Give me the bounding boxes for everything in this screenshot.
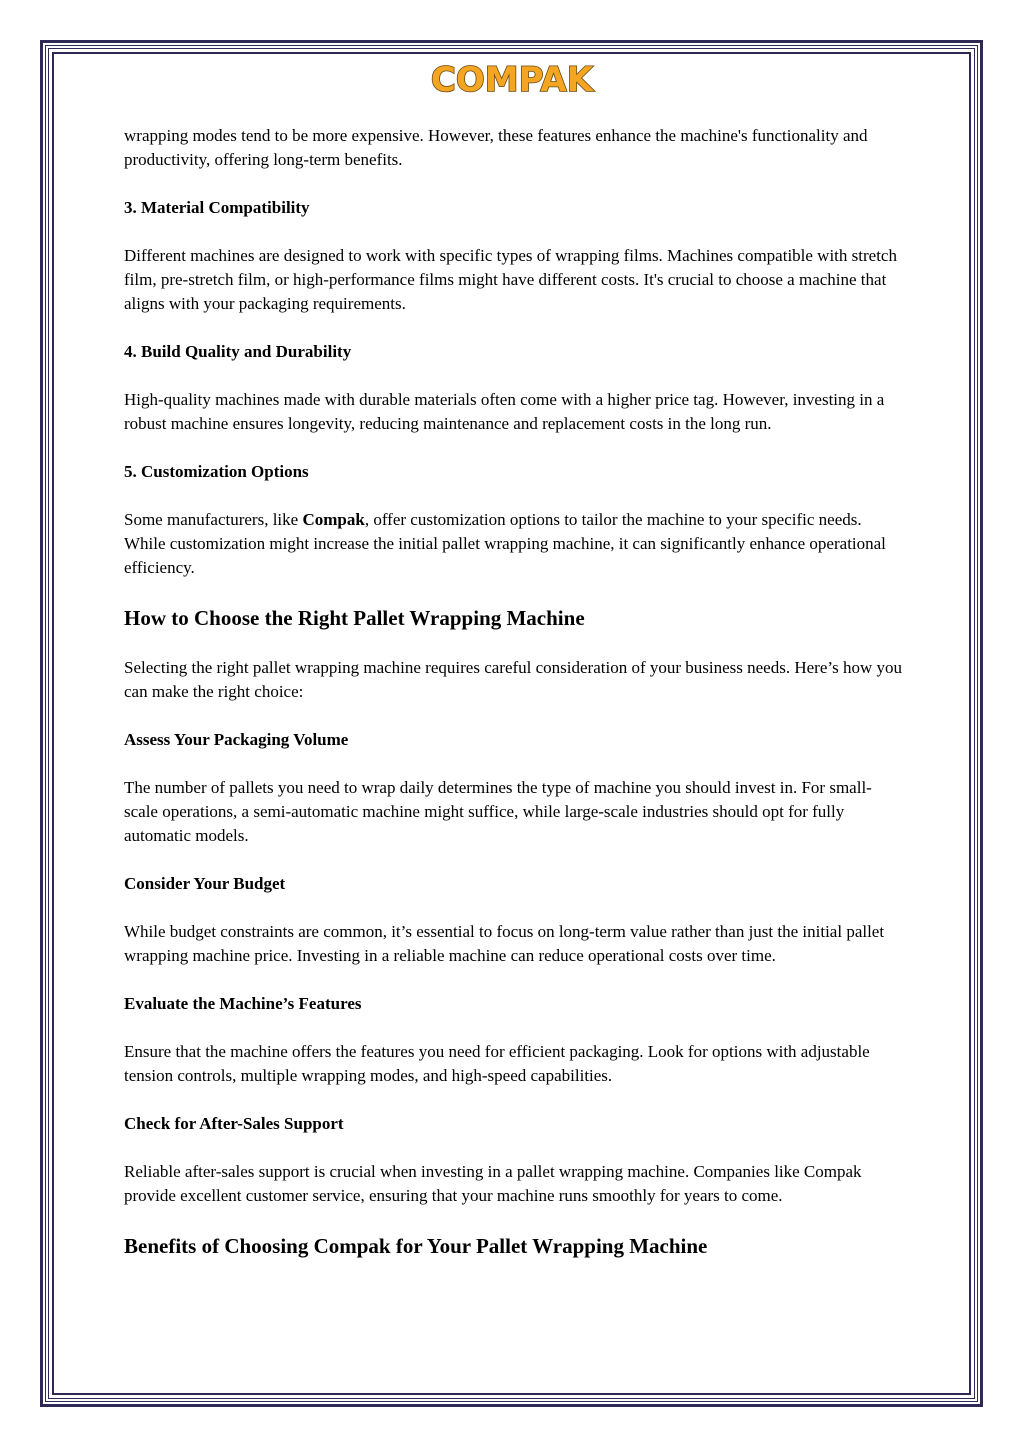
paragraph-how-to-choose: Selecting the right pallet wrapping machine requires careful consideration of your business needs. Here’s how you can make the right choice: [124, 658, 902, 701]
logo-text: COMPAK [430, 60, 593, 100]
heading-after-sales: Check for After-Sales Support [124, 1114, 344, 1133]
paragraph-assess-volume: The number of pallets you need to wrap daily determines the type of machine you should invest in. For small-scale operations, a semi-automatic machine might suffice, while large-scale industries should opt for fully automatic models. [124, 778, 872, 845]
heading-benefits: Benefits of Choosing Compak for Your Pallet Wrapping Machine [124, 1234, 708, 1258]
heading-how-to-choose: How to Choose the Right Pallet Wrapping Machine [124, 606, 585, 630]
heading-evaluate-features: Evaluate the Machine’s Features [124, 994, 362, 1013]
document-body [124, 124, 904, 1284]
heading-build-quality: 4. Build Quality and Durability [124, 342, 352, 361]
heading-customization: 5. Customization Options [124, 462, 309, 481]
heading-material-compatibility: 3. Material Compatibility [124, 198, 310, 217]
paragraph-material-compatibility: Different machines are designed to work with specific types of wrapping films. Machines compatible with stretch film, pre-stretch film, or high-performance films might have different costs. It's crucial to choose a machine that aligns with your packaging requirements. [124, 246, 897, 313]
paragraph-consider-budget: While budget constraints are common, it’s essential to focus on long-term value rather than just the initial pallet wrapping machine price. Investing in a reliable machine can reduce operational costs over time. [124, 922, 885, 965]
compak-brand-bold: Compak [302, 510, 365, 529]
heading-assess-volume: Assess Your Packaging Volume [124, 730, 349, 749]
compak-logo [0, 58, 1023, 107]
customization-text-after: , offer customization options to tailor the machine to your specific needs. While customization might increase the initial pallet wrapping machine, it can significantly enhance operational efficiency. [124, 510, 886, 577]
paragraph-customization [124, 508, 904, 580]
paragraph-wrapping-modes: wrapping modes tend to be more expensive. However, these features enhance the machine's functionality and productivity, offering long-term benefits. [124, 126, 868, 169]
paragraph-evaluate-features: Ensure that the machine offers the features you need for efficient packaging. Look for options with adjustable tension controls, multiple wrapping modes, and high-speed capabilities. [124, 1042, 870, 1085]
customization-text-before: Some manufacturers, like [124, 510, 303, 529]
heading-consider-budget: Consider Your Budget [124, 874, 286, 893]
paragraph-after-sales: Reliable after-sales support is crucial when investing in a pallet wrapping machine. Companies like Compak provide excellent customer service, ensuring that your machine runs smoothly for years to come. [124, 1162, 862, 1205]
paragraph-build-quality: High-quality machines made with durable materials often come with a higher price tag. However, investing in a robust machine ensures longevity, reducing maintenance and replacement costs in the long run. [124, 390, 885, 433]
compak-logo-wordmark [412, 58, 612, 102]
